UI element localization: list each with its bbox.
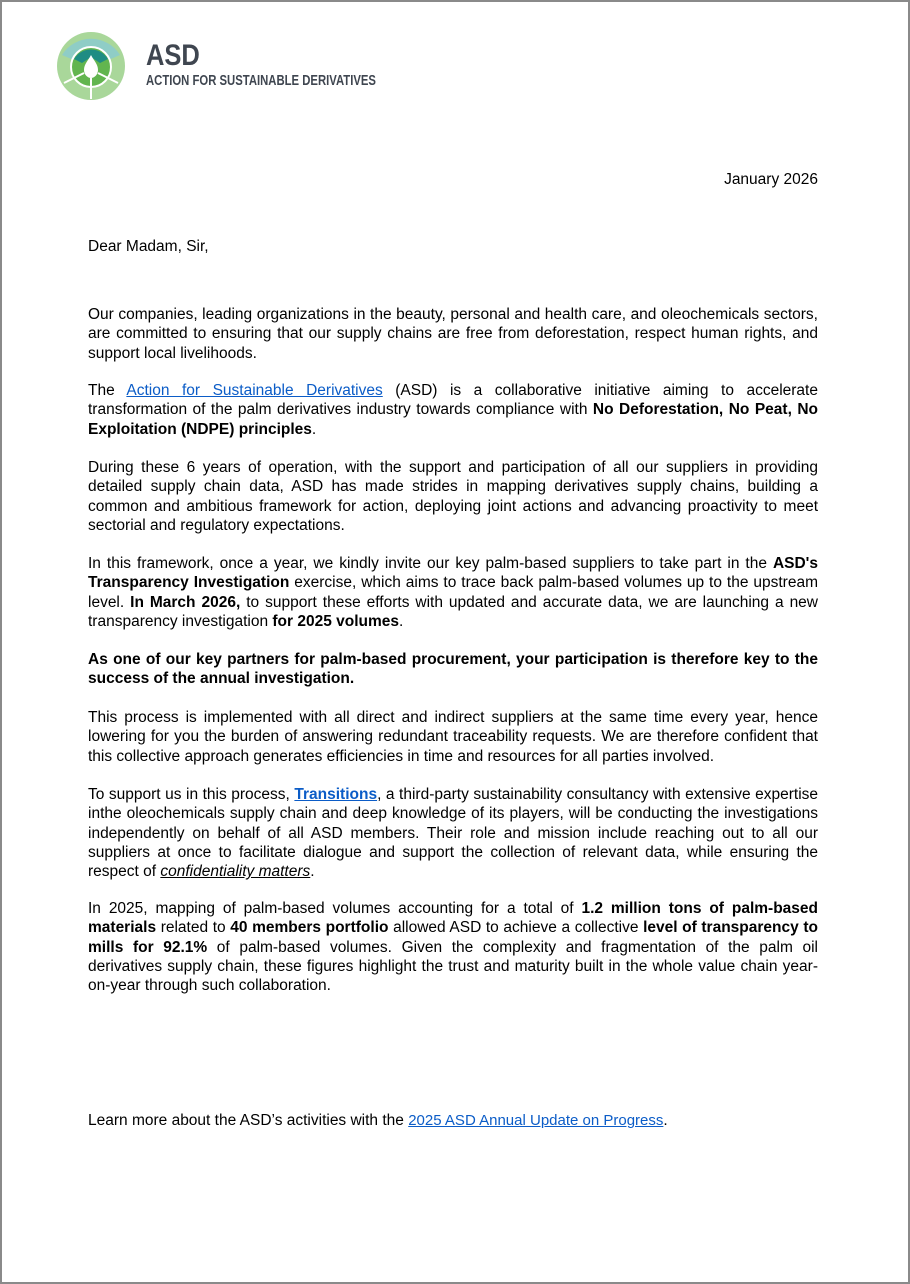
bold-text: for 2025 volumes [272, 612, 400, 630]
annual-update-link[interactable]: 2025 ASD Annual Update on Progress [408, 1112, 664, 1129]
salutation: Dear Madam, Sir, [88, 238, 209, 255]
footer-learn-more [88, 1111, 818, 1130]
brand-name [146, 39, 441, 89]
paragraph-framework [88, 554, 818, 631]
text: . [663, 1112, 668, 1129]
bold-text: 40 members portfolio [230, 919, 389, 937]
ndpe-bold: No Deforestation, No Peat, No Exploitation (NDPE) principles [88, 401, 818, 438]
text: of palm-based volumes. Given the complexity and fragmentation of the palm oil derivatives supply chain, these figures highlight the trust and maturity built in the whole value chain year-on-year through such collaboration. [88, 938, 818, 995]
text: exercise, which aims to trace back palm-based volumes up to the upstream level. [88, 574, 818, 611]
text: , a third-party sustainability consultancy with extensive expertise inthe oleochemicals supply chain and deep knowledge of its players, will be conducting the investigations independently on behalf of all ASD members. Their role and mission include reaching out to all our suppliers at once to facilitate dialogue and support the collection of relevant data, while ensuring the respect of [88, 786, 819, 881]
text: In 2025, mapping of palm-based volumes accounting for a total of [88, 900, 582, 917]
bold-text: ASD's Transparency Investigation [88, 555, 818, 592]
brand-acronym: ASD [146, 39, 200, 72]
asd-logo-icon [56, 31, 126, 101]
text: to support these efforts with updated and accurate data, we are launching a new transparency investigation [88, 593, 818, 630]
text: . [311, 420, 317, 438]
paragraph-asd-intro [88, 381, 818, 439]
text: To support us in this process, [88, 786, 295, 803]
letter-date: January 2026 [724, 171, 818, 188]
paragraph-process: This process is implemented with all direct and indirect suppliers at the same time every year, hence lowering for you the burden of answering redundant traceability requests. We are therefore confident that this collective approach generates efficiencies in time and resources for all parties involved. [88, 709, 818, 765]
text: related to [156, 919, 231, 937]
bold-text: 1.2 million tons of palm-based materials [88, 900, 818, 937]
brand-fullname: ACTION FOR SUSTAINABLE DERIVATIVES [146, 73, 376, 89]
paragraph-key-partner: As one of our key partners for palm-based procurement, your participation is therefore key to the success of the annual investigation. [88, 651, 818, 688]
paragraph-transitions [88, 785, 818, 881]
text: allowed ASD to achieve a collective [388, 919, 644, 937]
paragraph-operation: During these 6 years of operation, with the support and participation of all our suppliers in providing detailed supply chain data, ASD has made strides in mapping derivatives supply chains, building a common and ambitious framework for action, deploying joint actions and advancing proactivity to meet sectorial and regulatory expectations. [88, 459, 818, 534]
confidentiality-text: confidentiality matters [160, 863, 311, 881]
bold-text: In March 2026, [130, 593, 241, 611]
text: . [310, 863, 315, 881]
text: The [88, 382, 127, 399]
asd-link[interactable]: Action for Sustainable Derivatives [126, 382, 383, 399]
text: (ASD) is a collaborative initiative aiming to accelerate transformation of the palm derivatives industry towards compliance with [88, 382, 818, 419]
paragraph-commitment: Our companies, leading organizations in the beauty, personal and health care, and oleochemicals sectors, are committed to ensuring that our supply chains are free from deforestation, respect human rights, and support local livelihoods. [88, 306, 818, 362]
transitions-link[interactable]: Transitions [294, 786, 378, 803]
text: In this framework, once a year, we kindly invite our key palm-based suppliers to take part in the [88, 555, 773, 572]
bold-text: level of transparency to mills for 92.1% [88, 919, 818, 956]
text: Learn more about the ASD’s activities with the [88, 1112, 409, 1129]
paragraph-results [88, 899, 818, 995]
text: . [399, 612, 404, 630]
